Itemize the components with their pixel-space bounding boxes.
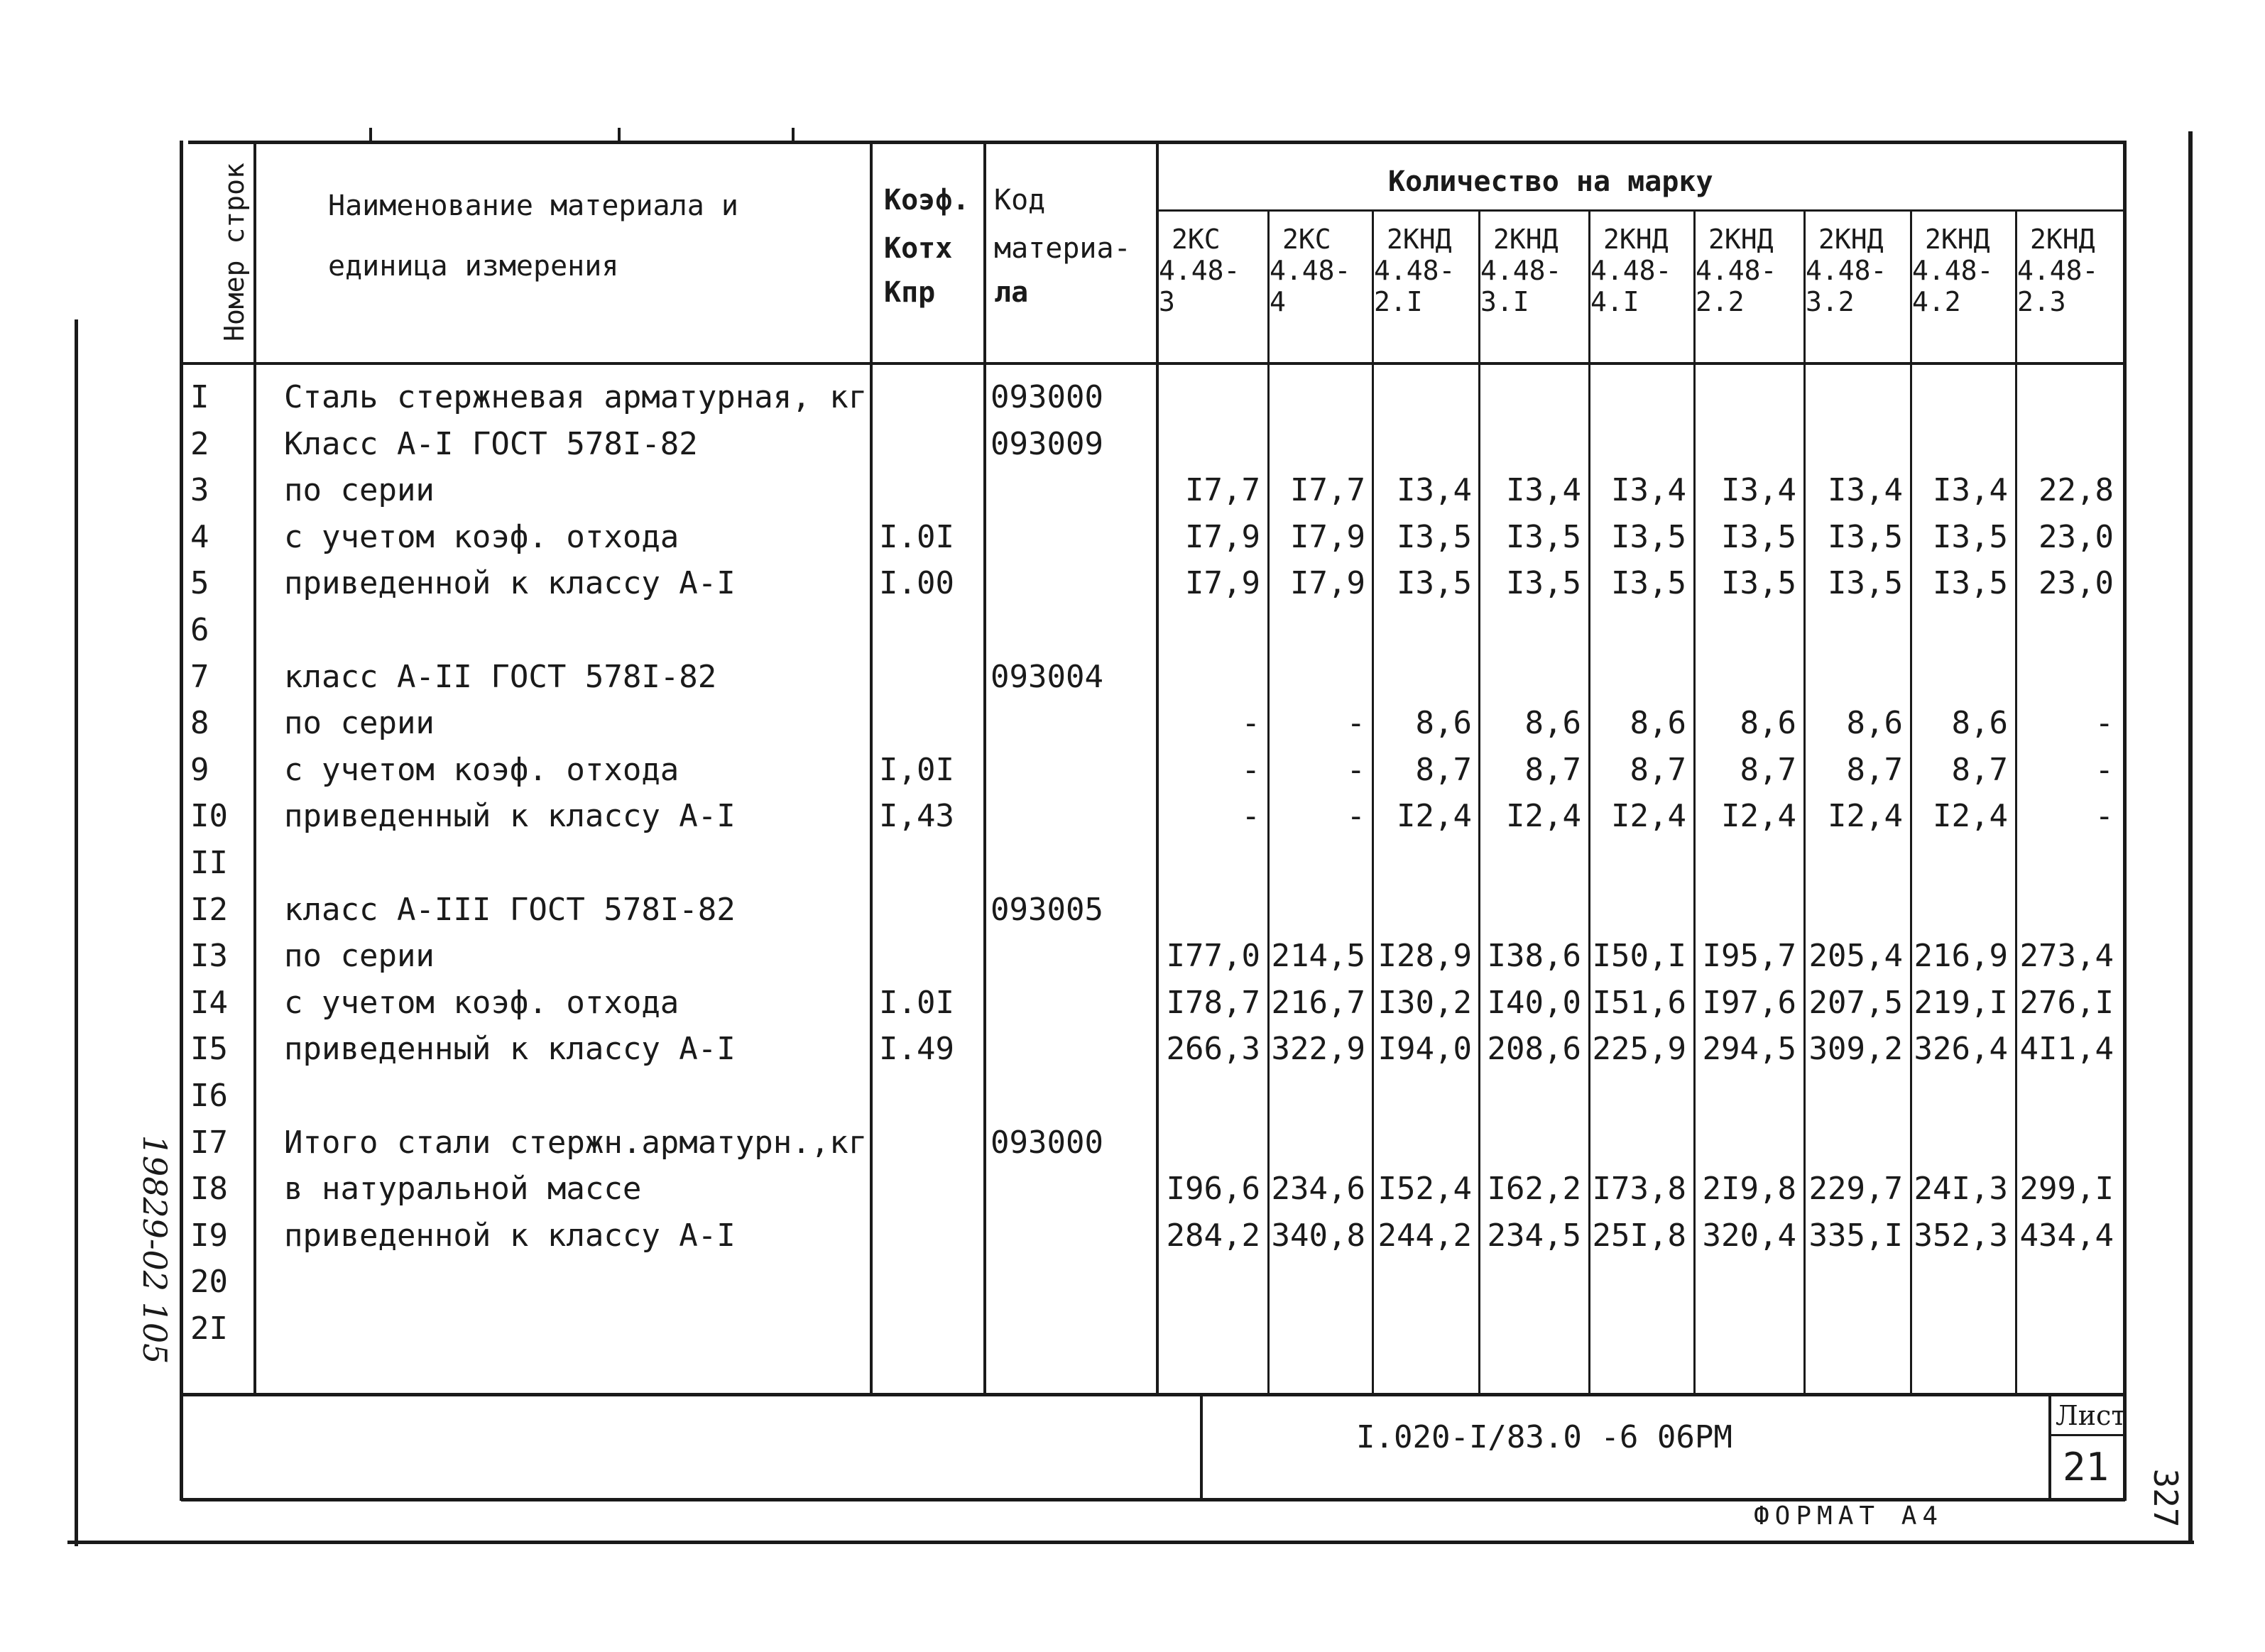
row-number: 4 [190,518,209,555]
row-number: I4 [190,984,228,1021]
quantity-value: 2I9,8 [1702,1171,1796,1208]
quantity-value: - [2095,798,2114,835]
sheet-number: 21 [2063,1445,2110,1489]
quantity-value: I97,6 [1702,984,1796,1021]
column-header-line: 3.2 [1806,286,1855,317]
quantity-value: 352,3 [1914,1217,2008,1254]
quantity-value: I3,5 [1933,518,2008,555]
quantity-value: 229,7 [1808,1171,1903,1208]
quantity-value: 8,7 [1415,751,1472,788]
quantity-value: 8,6 [1524,705,1581,742]
quantity-value: I2,4 [1397,798,1472,835]
column-header-line: 2.I [1374,286,1423,317]
coefficient: I.0I [879,984,954,1021]
row-number: 3 [190,472,209,509]
quantity-value: I3,5 [1721,518,1796,555]
material-name: Класс А-I ГОСТ 578I-82 [284,425,698,462]
material-name: приведенный к классу А-I [284,798,736,835]
row-number: I8 [190,1171,228,1208]
quantity-value: 24I,3 [1914,1171,2008,1208]
quantity-value: 8,7 [1846,751,1903,788]
row-number: 2I [190,1311,228,1347]
material-name: по серии [284,705,435,742]
material-name: с учетом коэф. отхода [284,751,680,788]
quantity-value: 276,I [2019,984,2114,1021]
quantity-value: 8,6 [1630,705,1686,742]
quantity-value: 23,0 [2038,518,2114,555]
quantity-value: I95,7 [1702,938,1796,975]
quantity-value: 25I,8 [1592,1217,1686,1254]
quantity-value: I51,6 [1592,984,1686,1021]
material-name: с учетом коэф. отхода [284,984,680,1021]
tick-mark [369,128,372,143]
quantity-value: I3,4 [1611,472,1686,509]
material-name: с учетом коэф. отхода [284,518,680,555]
quantity-value: 219,I [1914,984,2008,1021]
quantity-value: I40,0 [1487,984,1581,1021]
row-number: 7 [190,658,209,695]
quantity-value: 284,2 [1166,1217,1260,1254]
row-number: I3 [190,938,228,975]
material-name: в натуральной массе [284,1171,642,1208]
column-header-line: 2.3 [2017,286,2066,317]
column-header-line: 2КНД [1708,224,1774,255]
quantity-value: I7,9 [1290,518,1365,555]
row-number: 20 [190,1264,228,1301]
quantity-value: 23,0 [2038,565,2114,602]
quantity-value: 8,7 [1951,751,2008,788]
material-name: по серии [284,472,435,509]
column-header-line: 4.I [1590,286,1639,317]
quantity-value: I3,5 [1611,565,1686,602]
body-bottom [181,1393,2125,1396]
quantity-value: 8,7 [1524,751,1581,788]
quantity-value: - [2095,705,2114,742]
quantity-value: I7,7 [1290,472,1365,509]
row-number: I7 [190,1124,228,1161]
quantity-value: 8,6 [1740,705,1796,742]
quantity-value: I3,5 [1933,565,2008,602]
coef-header-line3: Кпр [884,276,936,309]
quantity-value: I96,6 [1166,1171,1260,1208]
quantity-value: 207,5 [1808,984,1903,1021]
quantity-value: 322,9 [1271,1031,1365,1068]
column-header-line: 4.48- [1480,255,1562,286]
quantity-header: Количество на марку [1388,165,1713,198]
column-header-line: 2КНД [1925,224,1990,255]
quantity-value: I2,4 [1506,798,1581,835]
sheet-label: Лист [2056,1400,2127,1431]
column-header-line: 4.48- [2017,255,2099,286]
row-number: II [190,845,228,881]
material-name: приведенный к классу А-I [284,1031,736,1068]
quantity-value: I62,2 [1487,1171,1581,1208]
page-number: 327 [2146,1468,2185,1528]
quantity-value: I3,5 [1721,565,1796,602]
qty-header-divider [1157,209,2124,212]
tick-mark [618,128,621,143]
quantity-value: I3,4 [1397,472,1472,509]
quantity-value: I7,9 [1185,565,1260,602]
column-header-line: 3.I [1480,286,1529,317]
code-header-line1: Код [994,184,1046,217]
margin-note: 19829-02 105 [136,1134,174,1364]
quantity-value: 216,7 [1271,984,1365,1021]
material-code: 093009 [990,425,1103,462]
quantity-value: - [1241,705,1260,742]
column-header-line: 2КНД [1493,224,1559,255]
quantity-value: 8,7 [1630,751,1686,788]
row-number: I [190,379,209,415]
code-header-line3: ла [994,276,1029,309]
quantity-value: I7,7 [1185,472,1260,509]
table-right [2123,141,2127,1501]
coefficient: I.0I [879,518,954,555]
material-name: Итого стали стержн.арматурн.,кг [284,1124,868,1161]
coefficient: I,43 [879,798,954,835]
quantity-value: 8,6 [1846,705,1903,742]
quantity-value: I78,7 [1166,984,1260,1021]
quantity-value: - [2095,751,2114,788]
column-header-line: 4.48- [1159,255,1240,286]
quantity-value: 266,3 [1166,1031,1260,1068]
quantity-value: I7,9 [1185,518,1260,555]
column-header-line: 4.48- [1374,255,1456,286]
quantity-value: I2,4 [1828,798,1903,835]
quantity-value: 214,5 [1271,938,1365,975]
quantity-value: I3,5 [1397,518,1472,555]
row-number: I2 [190,891,228,928]
quantity-value: 335,I [1808,1217,1903,1254]
quantity-value: 205,4 [1808,938,1903,975]
row-number-header: Номер строк [219,163,250,341]
quantity-value: I2,4 [1611,798,1686,835]
column-header-line: 2КНД [1818,224,1884,255]
column-header-line: 4.48- [1912,255,1994,286]
quantity-value: I52,4 [1377,1171,1472,1208]
quantity-value: 22,8 [2038,472,2114,509]
quantity-value: 294,5 [1702,1031,1796,1068]
row-number: 5 [190,565,209,602]
quantity-value: I77,0 [1166,938,1260,975]
column-header-line: 2КС [1172,224,1221,255]
stamp-sheet-box-mid [2048,1434,2125,1436]
material-code: 093005 [990,891,1103,928]
quantity-value: I38,6 [1487,938,1581,975]
column-header-line: 2.2 [1696,286,1745,317]
quantity-value: - [1346,798,1365,835]
coef-header-line2: Котх [884,232,953,265]
row-number: I6 [190,1078,228,1114]
column-header-line: 2КНД [2030,224,2095,255]
document-code: I.020-I/83.0 -6 06PM [1356,1419,1732,1455]
quantity-value: 225,9 [1592,1031,1686,1068]
col-line [983,142,986,1394]
quantity-value: - [1346,751,1365,788]
quantity-value: - [1241,751,1260,788]
table-left [180,141,183,1501]
quantity-value: 244,2 [1377,1217,1472,1254]
quantity-value: I2,4 [1721,798,1796,835]
quantity-value: 434,4 [2019,1217,2114,1254]
quantity-value: 326,4 [1914,1031,2008,1068]
name-header-line1: Наименование материала и [328,190,738,222]
header-bottom [181,362,2125,365]
quantity-value: 299,I [2019,1171,2114,1208]
material-name: класс А-II ГОСТ 578I-82 [284,658,717,695]
quantity-value: 208,6 [1487,1031,1581,1068]
quantity-value: I3,5 [1828,565,1903,602]
format-label: ФОРМАТ А4 [1754,1501,1944,1531]
quantity-value: I3,5 [1611,518,1686,555]
quantity-value: 320,4 [1702,1217,1796,1254]
coefficient: I,0I [879,751,954,788]
quantity-value: 340,8 [1271,1217,1365,1254]
quantity-value: I3,5 [1397,565,1472,602]
column-header-line: 4.2 [1912,286,1961,317]
material-name: класс А-III ГОСТ 578I-82 [284,891,736,928]
material-name: по серии [284,938,435,975]
row-number: 8 [190,705,209,742]
row-number: I9 [190,1217,228,1254]
quantity-value: I3,5 [1506,518,1581,555]
row-number: I5 [190,1031,228,1068]
row-number: 6 [190,612,209,648]
material-code: 093004 [990,658,1103,695]
quantity-value: - [1346,705,1365,742]
quantity-value: 4I1,4 [2019,1031,2114,1068]
column-header-line: 4.48- [1696,255,1777,286]
material-name: приведенной к классу А-I [284,1217,736,1254]
row-number: 9 [190,751,209,788]
quantity-value: 8,6 [1951,705,2008,742]
coef-header-line1: Коэф. [884,184,970,217]
name-header-line2: единица измерения [328,250,619,283]
quantity-value: I3,4 [1721,472,1796,509]
row-number: I0 [190,798,228,835]
column-header-line: 2КНД [1603,224,1669,255]
quantity-value: 8,6 [1415,705,1472,742]
frame-right [2188,131,2193,1544]
material-code: 093000 [990,1124,1103,1161]
material-name: приведенной к классу А-I [284,565,736,602]
quantity-value: I7,9 [1290,565,1365,602]
quantity-value: I73,8 [1592,1171,1686,1208]
quantity-value: I3,4 [1828,472,1903,509]
column-header-line: 4 [1270,286,1286,317]
col-line [870,142,873,1394]
column-header-line: 4.48- [1806,255,1887,286]
material-code: 093000 [990,379,1103,415]
column-header-line: 4.48- [1270,255,1351,286]
material-name: Сталь стержневая арматурная, кг [284,379,868,415]
quantity-value: I3,4 [1933,472,2008,509]
coefficient: I.49 [879,1031,954,1068]
quantity-value: I2,4 [1933,798,2008,835]
quantity-value: 273,4 [2019,938,2114,975]
quantity-value: 216,9 [1914,938,2008,975]
column-header-line: 2КС [1282,224,1331,255]
stamp-sheet-box-left [2048,1395,2051,1500]
quantity-value: I3,5 [1506,565,1581,602]
frame-bottom [67,1541,2194,1544]
quantity-value: 8,7 [1740,751,1796,788]
quantity-value: 309,2 [1808,1031,1903,1068]
quantity-value: I50,I [1592,938,1686,975]
quantity-value: 234,5 [1487,1217,1581,1254]
col-line [253,142,256,1394]
quantity-value: I30,2 [1377,984,1472,1021]
quantity-value: I3,5 [1828,518,1903,555]
column-header-line: 3 [1159,286,1175,317]
column-header-line: 4.48- [1590,255,1672,286]
quantity-value: I94,0 [1377,1031,1472,1068]
coefficient: I.00 [879,565,954,602]
quantity-value: I28,9 [1377,938,1472,975]
quantity-value: I3,4 [1506,472,1581,509]
quantity-value: - [1241,798,1260,835]
column-header-line: 2КНД [1387,224,1452,255]
stamp-divider [1200,1395,1203,1500]
code-header-line2: материа- [994,232,1131,265]
row-number: 2 [190,425,209,462]
tick-mark [792,128,795,143]
quantity-value: 234,6 [1271,1171,1365,1208]
frame-left [75,319,78,1546]
